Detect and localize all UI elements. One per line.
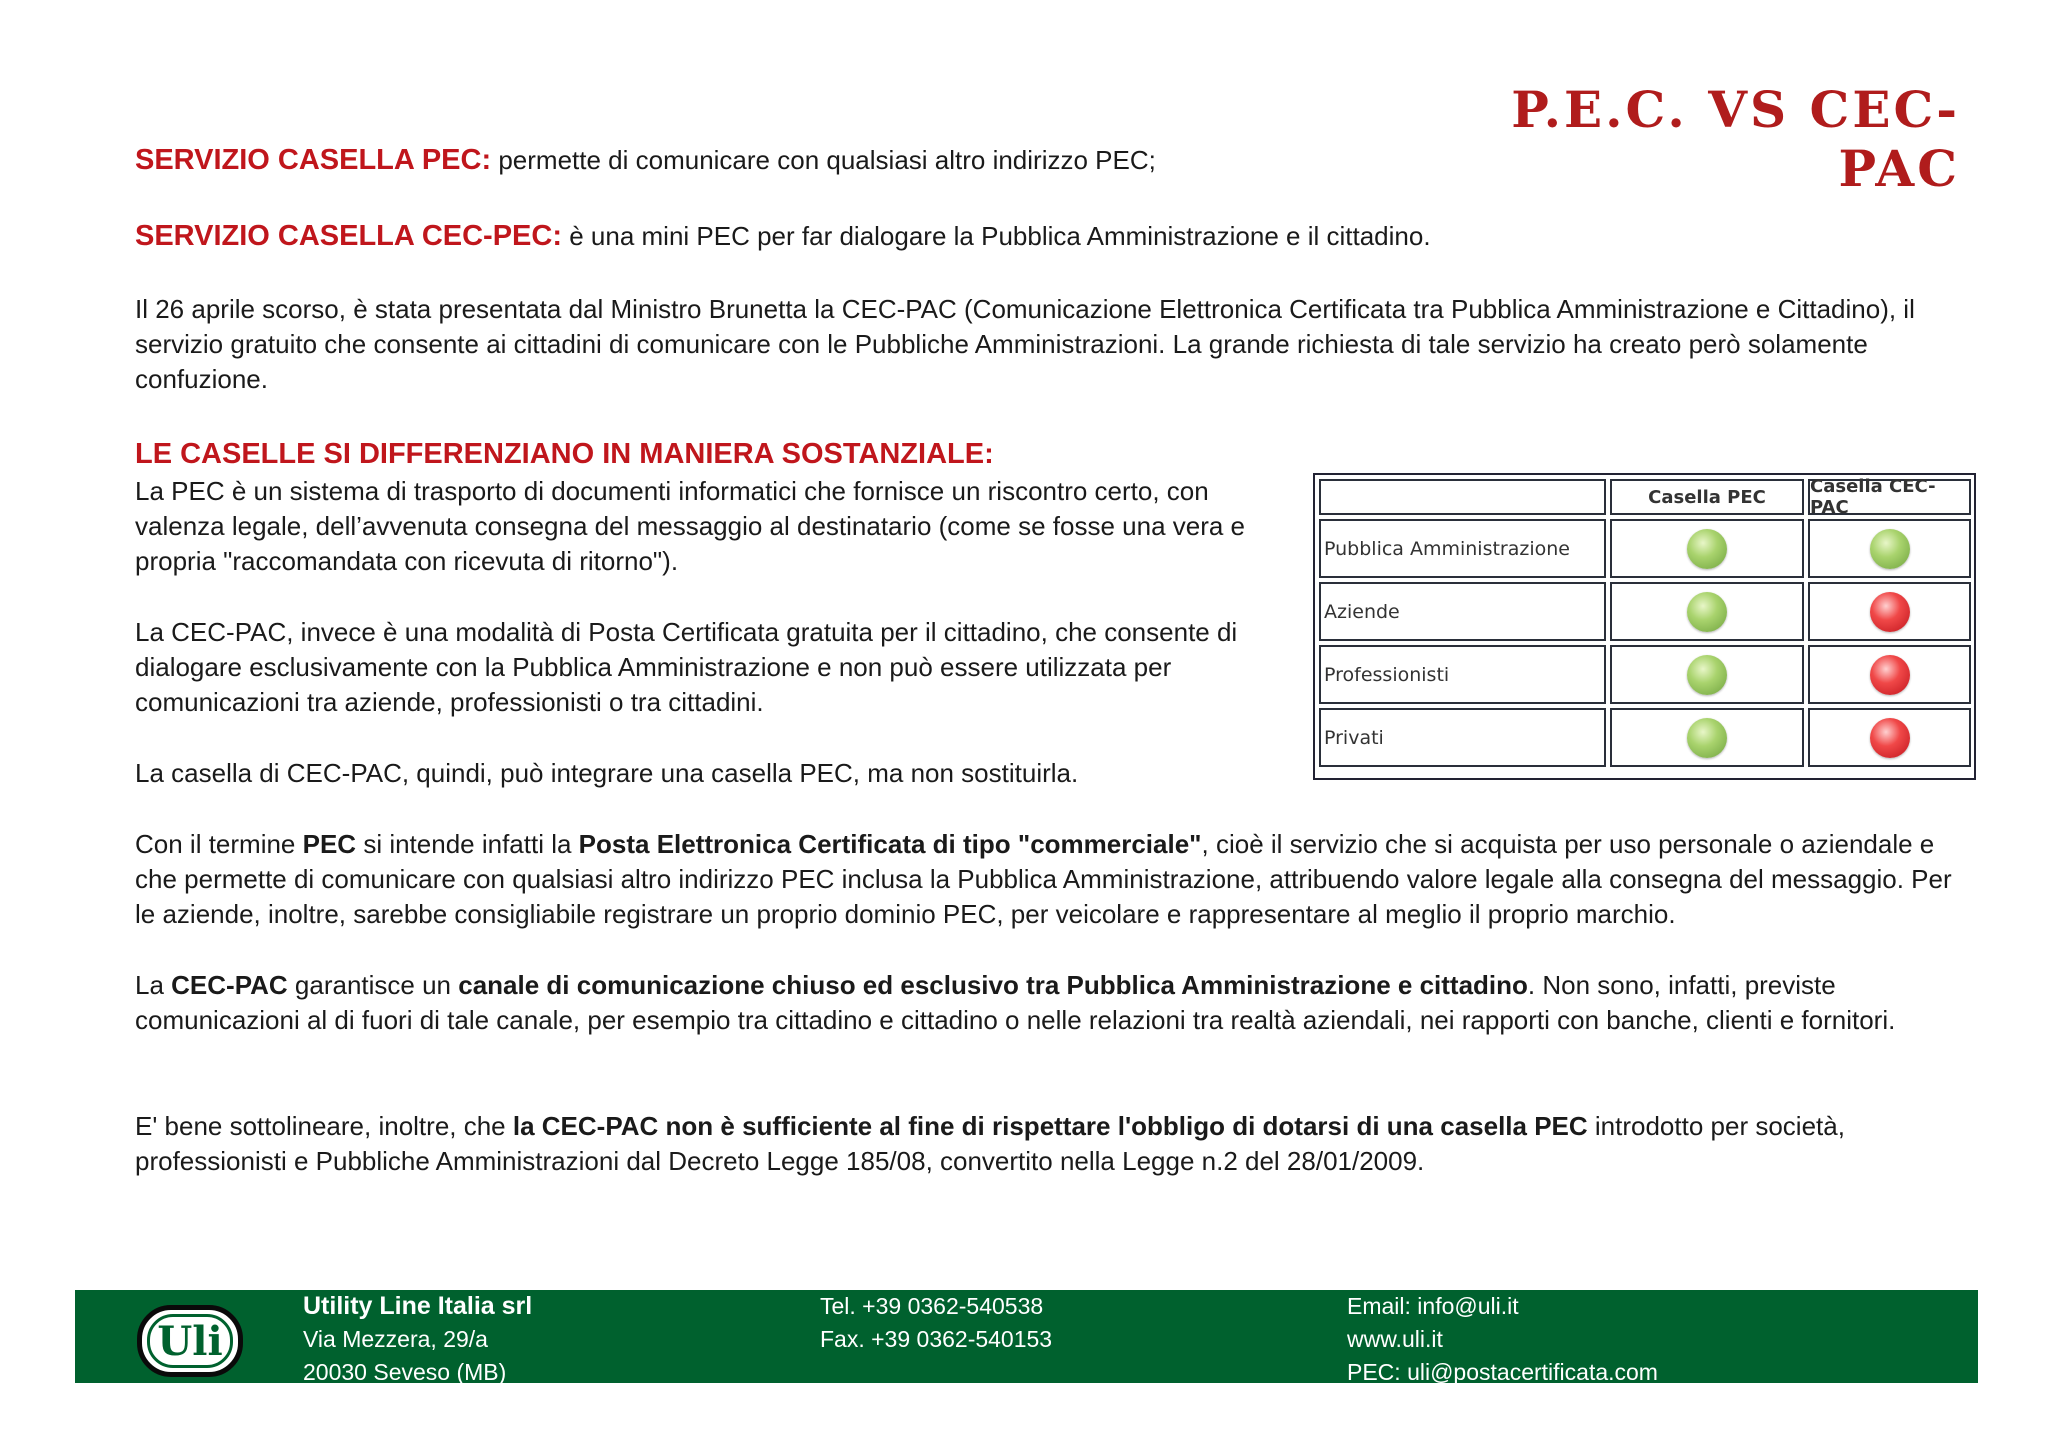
website-link[interactable]: www.uli.it — [1347, 1326, 1443, 1352]
row-label-aziende: Aziende — [1319, 582, 1606, 641]
text-fragment: garantisce un — [287, 970, 459, 1000]
cell-aziende-pec — [1610, 582, 1804, 641]
uli-logo — [137, 1305, 243, 1377]
paragraph-cec — [135, 219, 1955, 254]
cell-pa-cec — [1808, 519, 1971, 578]
bold-fragment: CEC-PAC — [171, 970, 288, 1000]
footer-bar — [75, 1290, 1978, 1383]
table-header-cec: Casella CEC-PAC — [1808, 479, 1971, 515]
section-heading: LE CASELLE SI DIFFERENZIANO IN MANIERA SOSTANZIALE: — [135, 438, 994, 470]
company-address-line2: 20030 Seveso (MB) — [303, 1359, 507, 1385]
status-red-icon — [1870, 718, 1910, 758]
comparison-grid — [1319, 476, 1970, 774]
heading-cec: SERVIZIO CASELLA CEC-PEC: — [135, 220, 562, 252]
paragraph-obligation — [135, 1109, 1970, 1179]
row-label-professionisti: Professionisti — [1319, 645, 1606, 704]
heading-pec: SERVIZIO CASELLA PEC: — [135, 144, 492, 176]
row-label-privati: Privati — [1319, 708, 1606, 767]
footer-contact-info — [1347, 1290, 1658, 1389]
status-red-icon — [1870, 655, 1910, 695]
status-red-icon — [1870, 592, 1910, 632]
table-header-empty — [1319, 479, 1606, 515]
bold-fragment: la CEC-PAC non è sufficiente al fine di rispettare l'obbligo di dotarsi di una casella PEC — [512, 1111, 1588, 1141]
paragraph-pec-term — [135, 827, 1970, 932]
footer-phone-info — [820, 1290, 1052, 1356]
paragraph-pec-desc: La PEC è un sistema di trasporto di documenti informatici che fornisce un riscontro certo, con valenza legale, dell’avvenuta consegna del messaggio al destinatario (come se fosse una vera e propria "raccomandata con ricevuta di ritorno"). — [135, 476, 1246, 576]
text-fragment: La — [135, 970, 172, 1000]
logo-text: Uli — [147, 1314, 233, 1368]
bold-fragment: PEC — [302, 829, 357, 859]
company-address-line1: Via Mezzera, 29/a — [303, 1326, 488, 1352]
cell-pa-pec — [1610, 519, 1804, 578]
paragraph-cec-channel — [135, 968, 1970, 1038]
paragraph-pec — [135, 143, 1955, 178]
bold-fragment: Posta Elettronica Certificata di tipo "commerciale" — [578, 829, 1202, 859]
cell-aziende-cec — [1808, 582, 1971, 641]
email-link[interactable]: Email: info@uli.it — [1347, 1293, 1519, 1319]
paragraph-cec-desc: La CEC-PAC, invece è una modalità di Posta Certificata gratuita per il cittadino, che consente di dialogare esclusivamente con la Pubblica Amministrazione e non può essere utilizzata per comunicazioni tra aziende, professionisti o tra cittadini. — [135, 617, 1238, 717]
company-name: Utility Line Italia srl — [303, 1292, 533, 1320]
status-green-icon — [1687, 655, 1727, 695]
page-title: P.E.C. VS CEC-PAC — [1511, 80, 1960, 198]
cell-professionisti-cec — [1808, 645, 1971, 704]
footer-company-info — [303, 1290, 532, 1389]
cell-professionisti-pec — [1610, 645, 1804, 704]
cell-privati-cec — [1808, 708, 1971, 767]
text-fragment: introdotto per società, professionisti e Pubbliche Amministrazioni dal Decreto Legge 185/08, convertito nella Legge n.2 del 28/01/2009. — [135, 1111, 1845, 1176]
comparison-table — [1313, 473, 1976, 780]
status-green-icon — [1870, 529, 1910, 569]
cell-privati-pec — [1610, 708, 1804, 767]
phone-number: Tel. +39 0362-540538 — [820, 1293, 1044, 1319]
bold-fragment: canale di comunicazione chiuso ed esclusivo tra Pubblica Amministrazione e cittadino — [458, 970, 1528, 1000]
text-fragment: E' bene sottolineare, inoltre, che — [135, 1111, 513, 1141]
text-fragment: si intende infatti la — [356, 829, 579, 859]
paragraph-integrate: La casella di CEC-PAC, quindi, può integrare una casella PEC, ma non sostituirla. — [135, 758, 1079, 788]
status-green-icon — [1687, 592, 1727, 632]
paragraph-intro: Il 26 aprile scorso, è stata presentata dal Ministro Brunetta la CEC-PAC (Comunicazione Elettronica Certificata tra Pubblica Amministrazione e Cittadino), il servizio gratuito che consente ai cittadini di comunicare con le Pubbliche Amministrazioni. La grande richiesta di tale servizio ha creato però solamente confuzione. — [135, 294, 1915, 394]
text-pec: permette di comunicare con qualsiasi altro indirizzo PEC; — [491, 145, 1156, 175]
text-fragment: . Non sono, infatti, previste comunicazioni al di fuori di tale canale, per esempio tra cittadino e cittadino o nelle relazioni tra realtà aziendali, nei rapporti con banche, clienti e fornitori. — [135, 970, 1896, 1035]
fax-number: Fax. +39 0362-540153 — [820, 1326, 1053, 1352]
pec-email-link[interactable]: PEC: uli@postacertificata.com — [1347, 1359, 1658, 1385]
text-fragment: Con il termine — [135, 829, 303, 859]
text-fragment: , cioè il servizio che si acquista per uso personale o aziendale e che permette di comunicare con qualsiasi altro indirizzo PEC inclusa la Pubblica Amministrazione, attribuendo valore legale alla consegna del messaggio. Per le aziende, inoltre, sarebbe consigliabile registrare un proprio dominio PEC, per veicolare e rappresentare al meglio il proprio marchio. — [135, 829, 1952, 929]
status-green-icon — [1687, 529, 1727, 569]
table-header-pec: Casella PEC — [1610, 479, 1804, 515]
row-label-pa: Pubblica Amministrazione — [1319, 519, 1606, 578]
text-cec: è una mini PEC per far dialogare la Pubblica Amministrazione e il cittadino. — [562, 221, 1431, 251]
status-green-icon — [1687, 718, 1727, 758]
